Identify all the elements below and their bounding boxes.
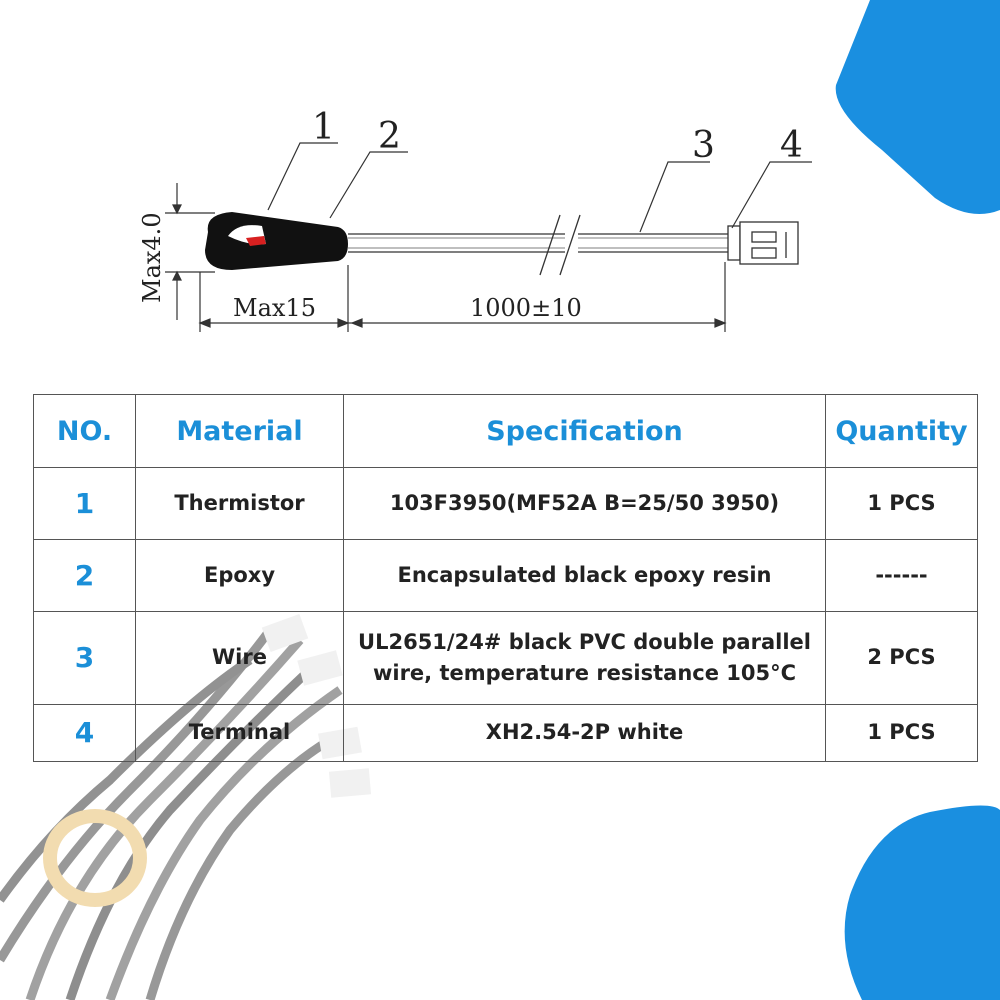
epoxy-bead: [205, 212, 348, 270]
callout-number-2: 2: [378, 116, 401, 157]
parallel-wire: [348, 234, 728, 252]
table-row: [34, 468, 978, 540]
callout-number-3: 3: [692, 125, 715, 166]
dimension-wire-label: 1000±10: [470, 294, 582, 322]
table-row: [34, 540, 978, 612]
row-quantity: ------: [826, 540, 978, 612]
row-number: 2: [34, 540, 136, 612]
row-material: Thermistor: [136, 468, 344, 540]
dimension-bead-label: Max15: [233, 294, 316, 322]
row-quantity: 1 PCS: [826, 468, 978, 540]
row-number: 1: [34, 468, 136, 540]
row-specification: [344, 705, 826, 762]
thermistor-probe: [205, 212, 348, 270]
spec-line: 103F3950(MF52A B=25/50 3950): [389, 490, 780, 515]
xh-connector: [728, 222, 798, 264]
row-material: Epoxy: [136, 540, 344, 612]
spec-line: wire, temperature resistance 105°C: [372, 661, 797, 685]
header-material: Material: [136, 395, 344, 468]
blue-blob-bottom-right: [845, 805, 1000, 1000]
spec-table: [33, 394, 978, 762]
wire-break-marks: [540, 215, 580, 275]
header-quantity: Quantity: [826, 395, 978, 468]
row-number: 3: [34, 612, 136, 705]
header-no: NO.: [34, 395, 136, 468]
spec-line: UL2651/24# black PVC double parallel: [358, 629, 811, 654]
blue-blob-top-right: [836, 0, 1000, 214]
row-quantity: 1 PCS: [826, 705, 978, 762]
row-specification: [344, 468, 826, 540]
row-specification: [344, 612, 826, 705]
table-row: [34, 705, 978, 762]
row-specification: [344, 540, 826, 612]
spec-line: XH2.54-2P white: [485, 720, 684, 745]
dimension-height-label: Max4.0: [138, 212, 166, 303]
row-number: 4: [34, 705, 136, 762]
row-material: Terminal: [136, 705, 344, 762]
callout-number-4: 4: [780, 125, 803, 166]
table-header-row: [34, 395, 978, 468]
header-specification: Specification: [344, 395, 826, 468]
row-material: Wire: [136, 612, 344, 705]
row-quantity: 2 PCS: [826, 612, 978, 705]
table-row: [34, 612, 978, 705]
spec-line: Encapsulated black epoxy resin: [397, 562, 772, 587]
callout-number-1: 1: [312, 107, 335, 148]
callout-leaders: [268, 143, 812, 232]
